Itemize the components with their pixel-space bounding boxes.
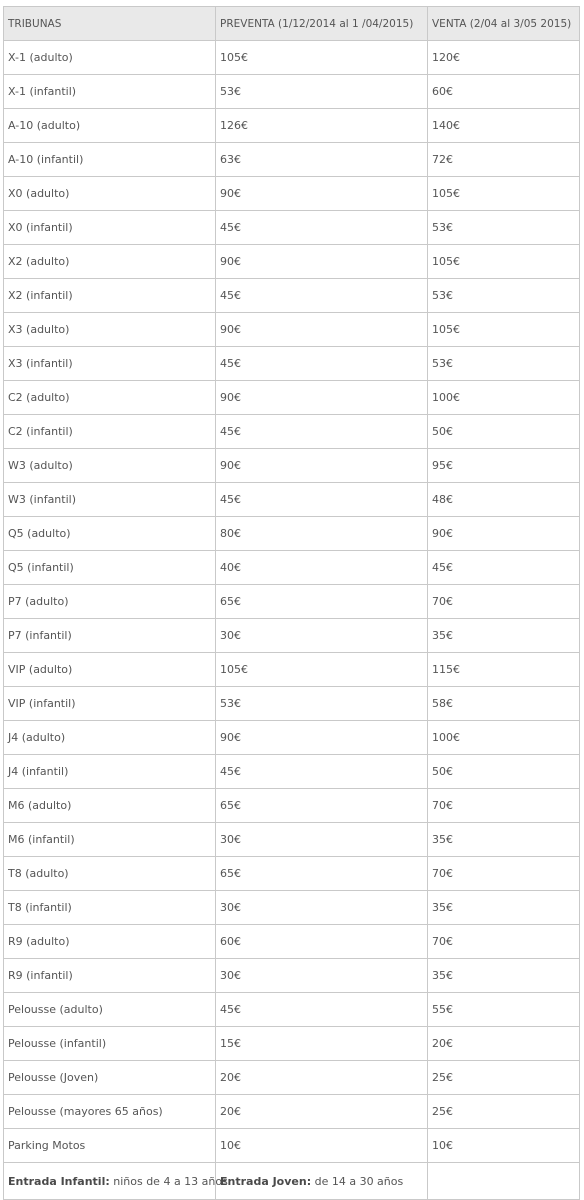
price-table [3, 6, 580, 1200]
preventa-cell: 90€ [216, 177, 428, 211]
venta-cell: 70€ [428, 857, 580, 891]
venta-cell: 70€ [428, 925, 580, 959]
table-row [4, 1061, 580, 1095]
table-row [4, 653, 580, 687]
preventa-cell: 126€ [216, 109, 428, 143]
table-row [4, 211, 580, 245]
table-row [4, 551, 580, 585]
preventa-cell: 30€ [216, 891, 428, 925]
tribuna-cell: T8 (adulto) [4, 857, 216, 891]
table-row [4, 449, 580, 483]
preventa-cell: 105€ [216, 41, 428, 75]
preventa-cell: 45€ [216, 347, 428, 381]
venta-cell: 20€ [428, 1027, 580, 1061]
preventa-cell: 45€ [216, 415, 428, 449]
tribuna-cell: R9 (adulto) [4, 925, 216, 959]
tribuna-cell: Pelousse (infantil) [4, 1027, 216, 1061]
footer-infantil-label: Entrada Infantil: [8, 1174, 110, 1188]
venta-cell: 35€ [428, 823, 580, 857]
preventa-cell: 65€ [216, 857, 428, 891]
preventa-cell: 105€ [216, 653, 428, 687]
venta-cell: 105€ [428, 177, 580, 211]
venta-cell: 105€ [428, 245, 580, 279]
venta-cell: 95€ [428, 449, 580, 483]
preventa-cell: 90€ [216, 381, 428, 415]
footer-infantil-text: niños de 4 a 13 años [109, 1174, 228, 1188]
tribuna-cell: X3 (infantil) [4, 347, 216, 381]
venta-cell: 48€ [428, 483, 580, 517]
preventa-cell: 45€ [216, 993, 428, 1027]
preventa-cell: 53€ [216, 687, 428, 721]
venta-cell: 120€ [428, 41, 580, 75]
table-row [4, 857, 580, 891]
venta-cell: 50€ [428, 415, 580, 449]
venta-cell: 70€ [428, 789, 580, 823]
preventa-cell: 45€ [216, 483, 428, 517]
table-row [4, 789, 580, 823]
preventa-cell: 30€ [216, 959, 428, 993]
preventa-cell: 30€ [216, 619, 428, 653]
venta-cell: 60€ [428, 75, 580, 109]
preventa-cell: 90€ [216, 313, 428, 347]
table-row [4, 959, 580, 993]
venta-cell: 45€ [428, 551, 580, 585]
venta-cell: 25€ [428, 1095, 580, 1129]
table-row [4, 41, 580, 75]
table-row [4, 313, 580, 347]
table-row [4, 347, 580, 381]
tribuna-cell: X-1 (infantil) [4, 75, 216, 109]
tribuna-cell: M6 (infantil) [4, 823, 216, 857]
tribuna-cell: Pelousse (Joven) [4, 1061, 216, 1095]
preventa-cell: 45€ [216, 755, 428, 789]
header-row [4, 7, 580, 41]
tribuna-cell: P7 (adulto) [4, 585, 216, 619]
footer-empty-cell [428, 1163, 580, 1200]
table-header [4, 7, 580, 41]
table-row [4, 755, 580, 789]
tribuna-cell: W3 (adulto) [4, 449, 216, 483]
preventa-cell: 10€ [216, 1129, 428, 1163]
tribuna-cell: Q5 (infantil) [4, 551, 216, 585]
table-body [4, 41, 580, 1163]
venta-cell: 90€ [428, 517, 580, 551]
preventa-cell: 40€ [216, 551, 428, 585]
table-row [4, 925, 580, 959]
venta-cell: 10€ [428, 1129, 580, 1163]
table-footer [4, 1163, 580, 1200]
tribuna-cell: J4 (adulto) [4, 721, 216, 755]
venta-cell: 105€ [428, 313, 580, 347]
preventa-cell: 60€ [216, 925, 428, 959]
table-row [4, 415, 580, 449]
table-row [4, 1129, 580, 1163]
preventa-cell: 15€ [216, 1027, 428, 1061]
tribuna-cell: Q5 (adulto) [4, 517, 216, 551]
preventa-cell: 45€ [216, 279, 428, 313]
venta-cell: 58€ [428, 687, 580, 721]
preventa-cell: 90€ [216, 721, 428, 755]
venta-cell: 100€ [428, 381, 580, 415]
table-row [4, 483, 580, 517]
footer-infantil-cell [4, 1163, 228, 1200]
tribuna-cell: C2 (adulto) [4, 381, 216, 415]
table-row [4, 245, 580, 279]
table-row [4, 1027, 580, 1061]
preventa-cell: 20€ [216, 1061, 428, 1095]
table-row [4, 721, 580, 755]
tribuna-cell: VIP (adulto) [4, 653, 216, 687]
tribuna-cell: M6 (adulto) [4, 789, 216, 823]
table-row [4, 687, 580, 721]
preventa-cell: 80€ [216, 517, 428, 551]
preventa-cell: 90€ [216, 449, 428, 483]
tribuna-cell: W3 (infantil) [4, 483, 216, 517]
preventa-cell: 20€ [216, 1095, 428, 1129]
header-tribunas: TRIBUNAS [4, 7, 216, 41]
venta-cell: 53€ [428, 211, 580, 245]
footer-joven-cell [216, 1163, 428, 1200]
tribuna-cell: A-10 (adulto) [4, 109, 216, 143]
venta-cell: 25€ [428, 1061, 580, 1095]
table-row [4, 279, 580, 313]
table-row [4, 75, 580, 109]
tribuna-cell: X2 (infantil) [4, 279, 216, 313]
venta-cell: 100€ [428, 721, 580, 755]
tribuna-cell: C2 (infantil) [4, 415, 216, 449]
footer-joven-label: Entrada Joven: [220, 1174, 312, 1188]
venta-cell: 115€ [428, 653, 580, 687]
tribuna-cell: P7 (infantil) [4, 619, 216, 653]
table-row [4, 585, 580, 619]
preventa-cell: 90€ [216, 245, 428, 279]
table-row [4, 381, 580, 415]
preventa-cell: 30€ [216, 823, 428, 857]
venta-cell: 35€ [428, 959, 580, 993]
venta-cell: 140€ [428, 109, 580, 143]
table-row [4, 993, 580, 1027]
preventa-cell: 63€ [216, 143, 428, 177]
venta-cell: 53€ [428, 279, 580, 313]
tribuna-cell: Pelousse (mayores 65 años) [4, 1095, 216, 1129]
table-row [4, 517, 580, 551]
tribuna-cell: Pelousse (adulto) [4, 993, 216, 1027]
venta-cell: 70€ [428, 585, 580, 619]
venta-cell: 35€ [428, 619, 580, 653]
footer-row [4, 1163, 580, 1200]
tribuna-cell: R9 (infantil) [4, 959, 216, 993]
tribuna-cell: X2 (adulto) [4, 245, 216, 279]
preventa-cell: 53€ [216, 75, 428, 109]
tribuna-cell: J4 (infantil) [4, 755, 216, 789]
tribuna-cell: A-10 (infantil) [4, 143, 216, 177]
table-row [4, 823, 580, 857]
footer-joven-text: de 14 a 30 años [311, 1174, 404, 1188]
table-row [4, 1095, 580, 1129]
table-row [4, 143, 580, 177]
header-preventa: PREVENTA (1/12/2014 al 1 /04/2015) [216, 7, 428, 41]
tribuna-cell: X3 (adulto) [4, 313, 216, 347]
tribuna-cell: Parking Motos [4, 1129, 216, 1163]
venta-cell: 53€ [428, 347, 580, 381]
header-venta: VENTA (2/04 al 3/05 2015) [428, 7, 580, 41]
table-row [4, 619, 580, 653]
table-row [4, 891, 580, 925]
preventa-cell: 65€ [216, 789, 428, 823]
table-row [4, 177, 580, 211]
venta-cell: 35€ [428, 891, 580, 925]
table-row [4, 109, 580, 143]
preventa-cell: 65€ [216, 585, 428, 619]
venta-cell: 50€ [428, 755, 580, 789]
tribuna-cell: X0 (infantil) [4, 211, 216, 245]
tribuna-cell: X-1 (adulto) [4, 41, 216, 75]
preventa-cell: 45€ [216, 211, 428, 245]
venta-cell: 55€ [428, 993, 580, 1027]
tribuna-cell: T8 (infantil) [4, 891, 216, 925]
tribuna-cell: VIP (infantil) [4, 687, 216, 721]
venta-cell: 72€ [428, 143, 580, 177]
tribuna-cell: X0 (adulto) [4, 177, 216, 211]
